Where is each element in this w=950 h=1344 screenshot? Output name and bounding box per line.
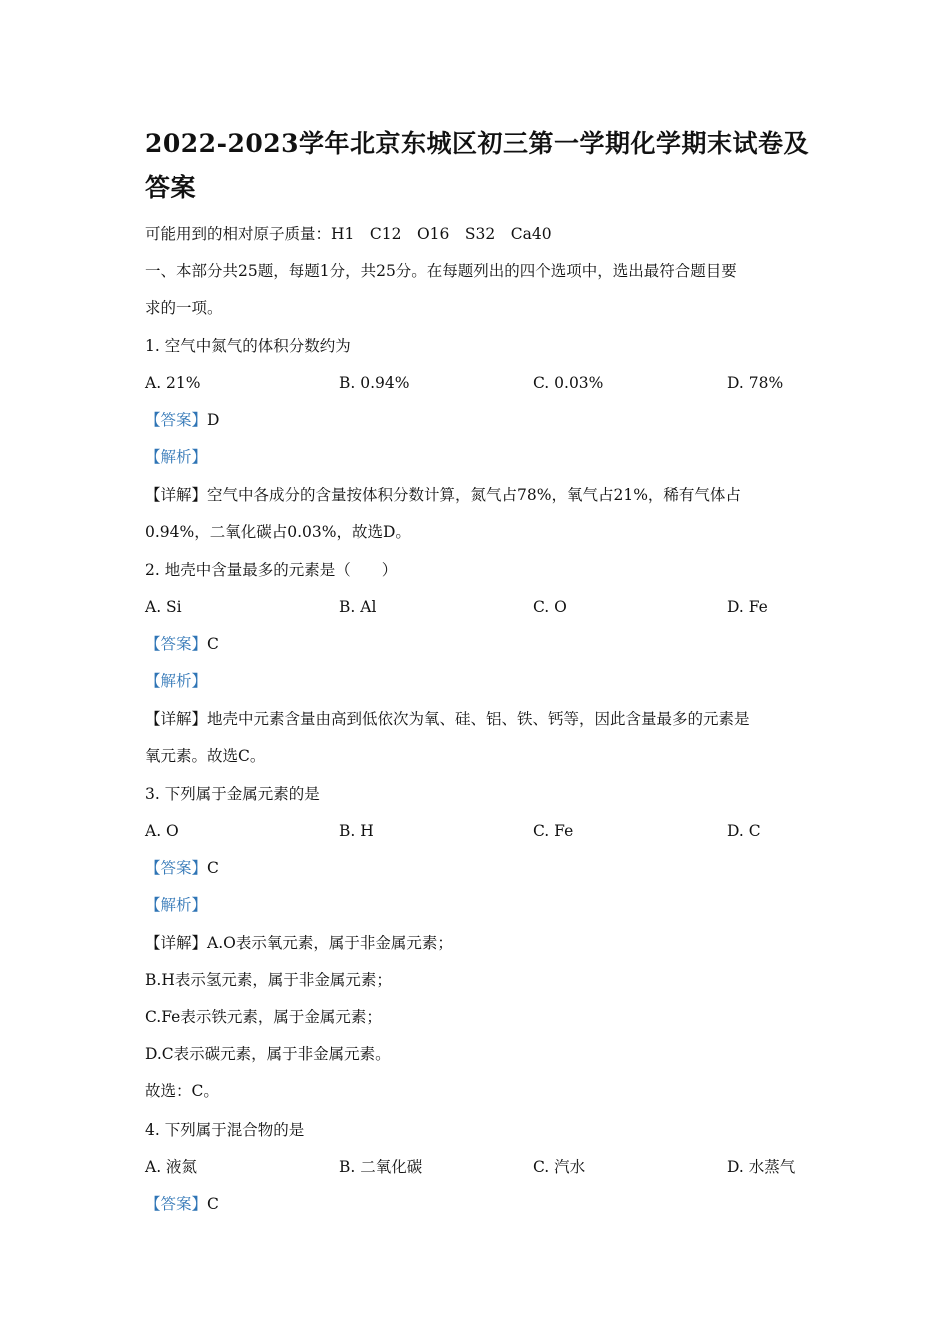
q2-detail-line1 [145,709,750,729]
q2-option-d: D. Fe [727,598,768,616]
q3-option-b: B. H [339,822,374,840]
document-title: 2022-2023学年北京东城区初三第一学期化学期末试卷及答案 [145,129,810,202]
q1-detail-line1 [145,485,741,505]
q1-stem: 1. 空气中氮气的体积分数约为 [145,337,351,355]
q1-option-c: C. 0.03% [533,374,604,392]
q3-detail-text1: A.O表示氧元素，属于非金属元素； [207,934,453,952]
q4-answer [145,1194,219,1214]
q3-analysis-label: 【解析】 [145,896,208,914]
q1-answer-value: D [207,411,220,429]
q3-detail-line2: B.H表示氢元素，属于非金属元素； [145,971,392,989]
q1-option-b: B. 0.94% [339,374,410,392]
q3-detail-line1 [145,933,453,953]
q2-analysis-label: 【解析】 [145,672,208,690]
q2-option-c: C. O [533,598,567,616]
section-intro-line1: 一、本部分共25题，每题1分，共25分。在每题列出的四个选项中，选出最符合题目要 [145,262,737,280]
q3-detail-line3: C.Fe表示铁元素，属于金属元素； [145,1008,382,1026]
q4-stem: 4. 下列属于混合物的是 [145,1121,305,1139]
answer-label: 【答案】 [145,859,208,877]
detail-label: 【详解】 [145,486,208,504]
atomic-masses: 可能用到的相对原子质量：H1 C12 O16 S32 Ca40 [145,225,552,243]
q4-option-a: A. 液氮 [145,1158,198,1176]
q3-option-a: A. O [145,822,179,840]
q2-option-a: A. Si [145,598,182,616]
q4-option-b: B. 二氧化碳 [339,1158,423,1176]
answer-label: 【答案】 [145,411,208,429]
answer-label: 【答案】 [145,635,208,653]
q1-option-a: A. 21% [145,374,201,392]
detail-label: 【详解】 [145,710,208,728]
q3-stem: 3. 下列属于金属元素的是 [145,785,320,803]
q3-answer [145,858,219,878]
q4-answer-value: C [207,1195,219,1213]
q1-detail-text1: 空气中各成分的含量按体积分数计算，氮气占78%，氧气占21%，稀有气体占 [207,486,741,504]
q2-answer [145,634,219,654]
section-intro-line2: 求的一项。 [145,299,223,317]
q2-detail-line2: 氧元素。故选C。 [145,747,266,765]
q1-option-d: D. 78% [727,374,784,392]
q3-answer-value: C [207,859,219,877]
q1-answer [145,410,219,430]
detail-label: 【详解】 [145,934,208,952]
q3-option-d: D. C [727,822,761,840]
q2-answer-value: C [207,635,219,653]
q2-option-b: B. Al [339,598,377,616]
q1-detail-line2: 0.94%，二氧化碳占0.03%，故选D。 [145,523,411,541]
q3-detail-line4: D.C表示碳元素，属于非金属元素。 [145,1045,391,1063]
q2-detail-text1: 地壳中元素含量由高到低依次为氧、硅、铝、铁、钙等，因此含量最多的元素是 [207,710,750,728]
q3-option-c: C. Fe [533,822,574,840]
q3-detail-line5: 故选：C。 [145,1082,219,1100]
q4-option-d: D. 水蒸气 [727,1158,796,1176]
q2-stem: 2. 地壳中含量最多的元素是（ ） [145,561,398,579]
q4-option-c: C. 汽水 [533,1158,586,1176]
q1-analysis-label: 【解析】 [145,448,208,466]
answer-label: 【答案】 [145,1195,208,1213]
